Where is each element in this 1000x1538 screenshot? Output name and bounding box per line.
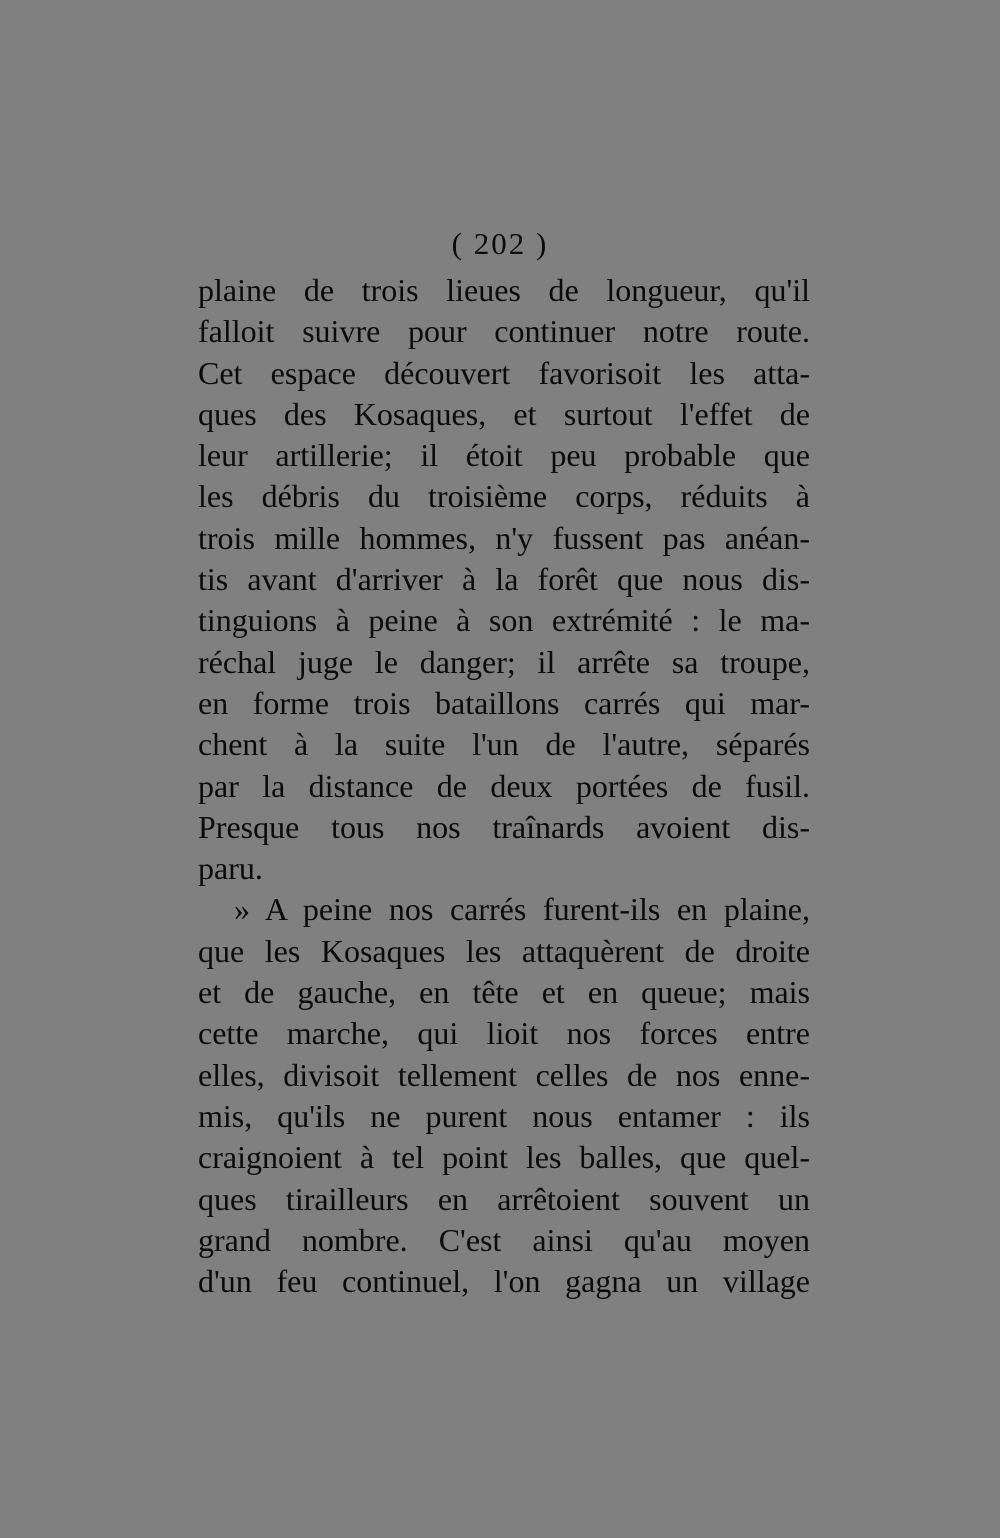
text-line: » A peine nos carrés furent-ils en plaine, [234,891,810,928]
text-line: leur artillerie; il étoit peu probable que [198,437,810,474]
paragraph [198,889,810,1302]
text-line: réchal juge le danger; il arrête sa troupe, [198,643,810,680]
text-line: cette marche, qui lioit nos forces entre [198,1015,810,1052]
text-line: elles, divisoit tellement celles de nos enne- [198,1056,810,1093]
text-line: ques des Kosaques, et surtout l'effet de [198,395,810,432]
text-line: craignoient à tel point les balles, que quel- [198,1139,810,1176]
text-block [198,270,810,1302]
text-line: Cet espace découvert favorisoit les atta- [198,354,810,391]
text-line: tis avant d'arriver à la forêt que nous dis- [198,561,810,598]
text-line: que les Kosaques les attaquèrent de droite [198,932,810,969]
text-line: ques tirailleurs en arrêtoient souvent un [198,1180,810,1217]
text-line: trois mille hommes, n'y fussent pas anéan- [198,519,810,556]
text-line: plaine de trois lieues de longueur, qu'il [198,272,810,308]
paragraph [198,270,810,889]
text-line: d'un feu continuel, l'on gagna un village [198,1263,810,1300]
text-line: tinguions à peine à son extrémité : le ma- [198,602,810,639]
text-line: paru. [198,850,263,887]
text-line: mis, qu'ils ne purent nous entamer : ils [198,1097,810,1134]
text-line: chent à la suite l'un de l'autre, séparés [198,726,810,763]
text-line: et de gauche, en tête et en queue; mais [198,974,810,1011]
text-line: par la distance de deux portées de fusil. [198,767,810,804]
text-line: les débris du troisième corps, réduits à [198,478,810,515]
text-line: falloit suivre pour continuer notre route. [198,313,810,350]
page-number: ( 202 ) [451,226,549,261]
text-line: Presque tous nos traînards avoient dis- [198,808,810,845]
text-line: grand nombre. C'est ainsi qu'au moyen [198,1221,810,1258]
text-line: en forme trois bataillons carrés qui mar- [198,684,810,721]
